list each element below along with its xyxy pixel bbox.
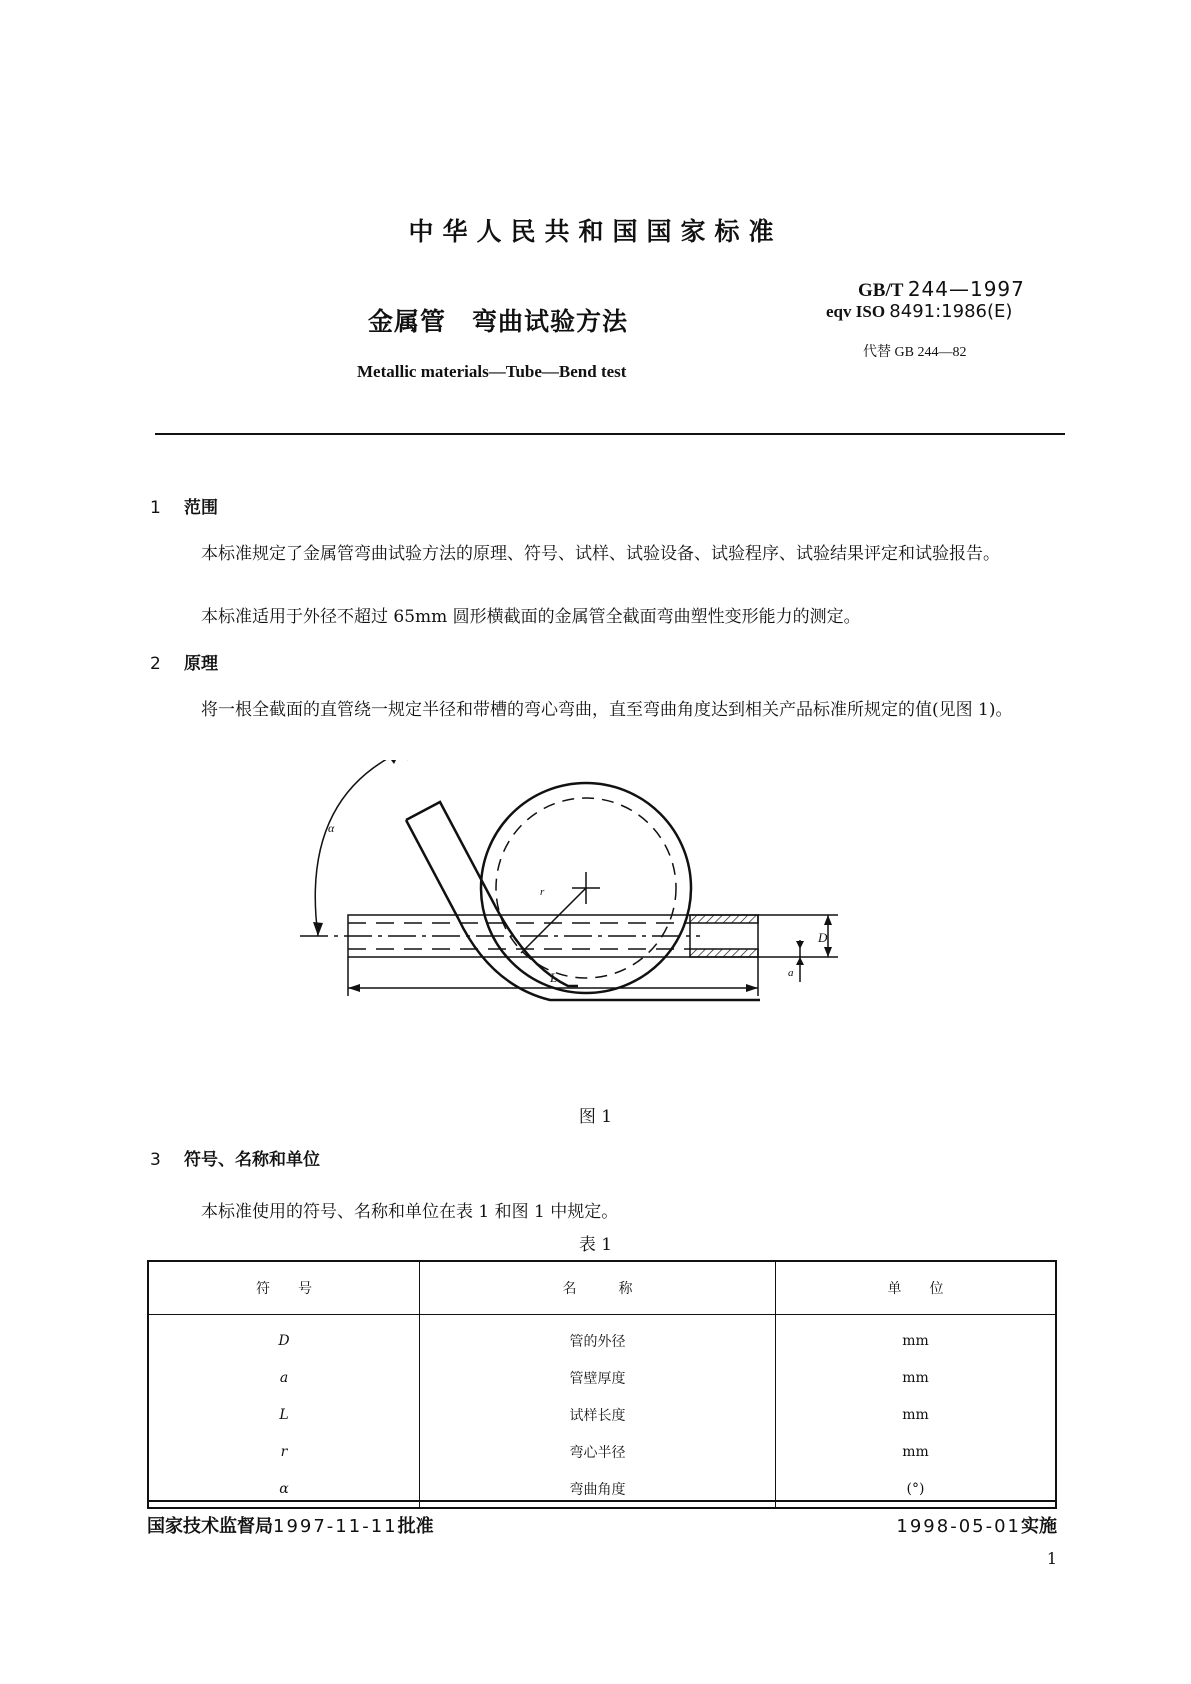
cell-unit: mm: [776, 1396, 1057, 1433]
section-title: 原理: [184, 654, 218, 674]
arrow-head: [824, 915, 832, 925]
arrow-head: [348, 984, 360, 992]
arrow-head: [388, 760, 400, 764]
approving-authority: 国家技术监督局: [147, 1516, 273, 1537]
approval-line: [147, 1512, 434, 1538]
arrow-head: [313, 922, 323, 936]
cell-name: 弯心半径: [420, 1433, 776, 1470]
cell-unit: mm: [776, 1433, 1057, 1470]
symbols-table: [147, 1260, 1057, 1509]
header-symbol: 符 号: [148, 1261, 420, 1315]
effective-line: [896, 1512, 1057, 1538]
header-divider: [155, 433, 1065, 435]
section-number: 3: [150, 1150, 161, 1170]
standard-number-prefix: GB/T: [858, 280, 904, 301]
arrow-head: [824, 947, 832, 957]
section-1-heading: [150, 493, 218, 518]
cell-symbol: a: [279, 1369, 289, 1386]
radius-line: [521, 888, 586, 953]
cell-symbol: D: [278, 1332, 290, 1349]
approval-suffix: 批准: [397, 1516, 434, 1537]
standard-number-value: 244—1997: [907, 277, 1025, 301]
figure-caption: 图 1: [578, 1107, 613, 1127]
cell-unit: mm: [776, 1359, 1057, 1396]
footer-divider: [147, 1500, 1057, 1502]
page-number: 1: [1046, 1549, 1057, 1568]
cell-symbol: α: [279, 1480, 289, 1497]
cell-unit: mm: [776, 1315, 1057, 1360]
arrow-head: [746, 984, 758, 992]
label-a: a: [788, 967, 794, 979]
table-row: [148, 1433, 1056, 1470]
section-2-heading: [150, 649, 218, 674]
standard-number: [858, 277, 1025, 302]
principle-paragraph: 将一根全截面的直管绕一规定半径和带槽的弯心弯曲，直至弯曲角度达到相关产品标准所规定的值(见图 1)。: [201, 700, 1013, 720]
table-row: [148, 1359, 1056, 1396]
section-title: 符号、名称和单位: [184, 1150, 320, 1170]
scope-paragraph-1: 本标准规定了金属管弯曲试验方法的原理、符号、试样、试验设备、试验程序、试验结果评定和试验报告。: [201, 544, 1000, 564]
cell-symbol: L: [279, 1406, 289, 1423]
header-unit: 单 位: [776, 1261, 1057, 1315]
table-caption: 表 1: [578, 1235, 613, 1255]
section-3-heading: [150, 1145, 320, 1170]
wall-section-bottom: [690, 949, 758, 957]
table-row: [148, 1396, 1056, 1433]
table-row: [148, 1470, 1056, 1508]
effective-date: 1998-05-01: [896, 1516, 1021, 1537]
national-standard-title: 中华人民共和国国家标准: [408, 217, 783, 246]
section-number: 2: [150, 654, 161, 674]
section-number: 1: [150, 498, 161, 518]
cell-name: 试样长度: [420, 1396, 776, 1433]
standard-title-english: Metallic materials—Tube—Bend test: [357, 362, 627, 381]
arrow-head: [796, 957, 804, 965]
bend-angle-arc: [315, 760, 400, 936]
replaced-standard: 代替 GB 244—82: [863, 345, 967, 360]
equivalent-standard-prefix: eqv ISO: [826, 302, 886, 321]
header-name: 名 称: [420, 1261, 776, 1315]
tube-bend-figure: [300, 760, 910, 1080]
approval-date: 1997-11-11: [273, 1516, 398, 1537]
cell-name: 管壁厚度: [420, 1359, 776, 1396]
standard-title-chinese: 金属管 弯曲试验方法: [368, 307, 629, 336]
wall-section-top: [690, 915, 758, 923]
label-alpha: α: [328, 821, 335, 835]
bent-tube: [406, 802, 760, 1000]
table-header-row: [148, 1261, 1056, 1315]
arrow-head: [796, 941, 804, 949]
table-row: [148, 1315, 1056, 1360]
label-L: L: [550, 970, 558, 985]
cell-symbol: r: [280, 1443, 288, 1460]
section-title: 范围: [184, 498, 218, 518]
label-D: D: [818, 930, 828, 945]
scope-paragraph-2: 本标准适用于外径不超过 65mm 圆形横截面的金属管全截面弯曲塑性变形能力的测定。: [201, 607, 861, 627]
symbols-paragraph: 本标准使用的符号、名称和单位在表 1 和图 1 中规定。: [201, 1202, 619, 1222]
effective-suffix: 实施: [1021, 1516, 1057, 1537]
cell-name: 管的外径: [420, 1315, 776, 1360]
cell-name: 弯曲角度: [420, 1470, 776, 1508]
equivalent-standard-number: 8491:1986(E): [889, 301, 1013, 322]
label-r: r: [540, 886, 545, 898]
cell-unit: (°): [776, 1470, 1057, 1508]
equivalent-standard: [826, 301, 1012, 322]
